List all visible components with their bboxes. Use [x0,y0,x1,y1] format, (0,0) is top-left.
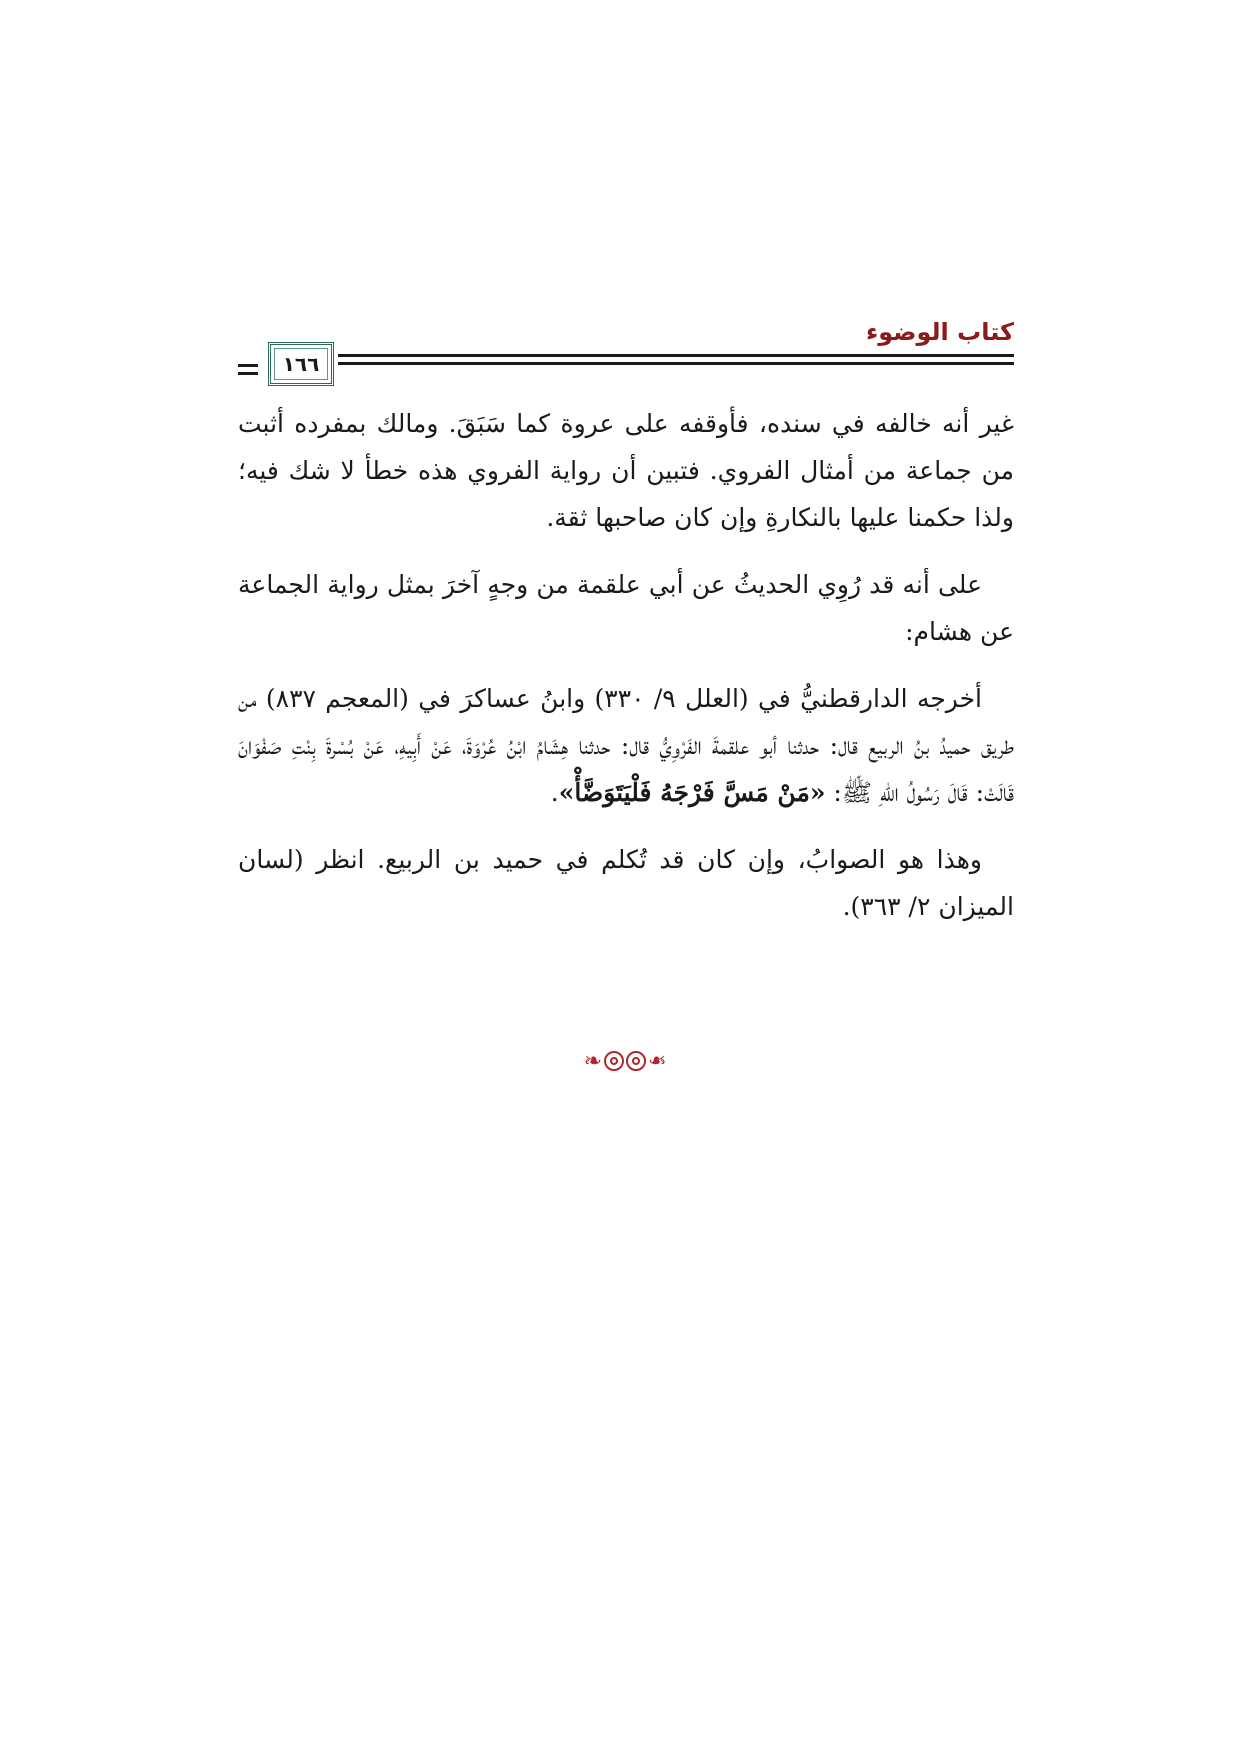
header-rule-left-b [238,372,258,375]
page-number: ١٦٦ [282,352,320,376]
flourish-left-icon: ❧ [583,1048,602,1074]
paragraph-2: على أنه قد رُوِي الحديثُ عن أبي علقمة من وجهٍ آخرَ بمثل رواية الجماعة عن هشام: [238,570,1014,646]
rosette-icon [604,1051,624,1071]
closing-paragraph: وهذا هو الصوابُ، وإن كان قد تُكلم في حميد بن الربيع. انظر (لسان الميزان ٢/ ٣٦٣). [238,845,1014,921]
header-rule-bottom [338,362,1014,365]
floral-divider-icon [570,1046,680,1076]
page-header [238,316,1014,386]
hadith-end: . [550,778,559,807]
flourish-right-icon: ❧ [648,1048,667,1074]
page-number-frame [268,342,334,386]
page-body [238,400,1014,950]
header-rule-top [338,354,1014,357]
hadith-quote: «مَنْ مَسَّ فَرْجَهُ فَلْيَتَوَضَّأْ» [558,778,826,807]
hadith-paragraph [238,675,1014,816]
paragraph-1: غير أنه خالفه في سنده، فأوقفه على عروة كما سَبَقَ. ومالك بمفرده أثبت من جماعة من أمثال الفروي. فتبين أن رواية الفروي هذه خطأ لا شك فيه؛ ولذا حكمنا عليها بالنكارةِ وإن كان صاحبها ثقة. [238,409,1014,532]
hadith-text: أخرجه الدارقطنيُّ في (العلل ٩/ ٣٣٠) وابنُ عساكرَ في (المعجم ٨٣٧) من طريق حميدُ بنُ الربيع قال: حدثنا أبو علقمةَ الفَرْوِيُّ قال: حدثنا هِشَامُ ابْنُ عُرْوَةَ، عَنْ أَبِيهِ، عَنْ بُسْرةَ بِنْتِ صَفْوَانَ قَالَتْ: قَالَ رَسُولُ اللهِ ﷺ: [238,684,1014,807]
book-title: كتاب الوضوء [865,318,1014,346]
rosette-icon [626,1051,646,1071]
header-rule-left-a [238,364,258,367]
